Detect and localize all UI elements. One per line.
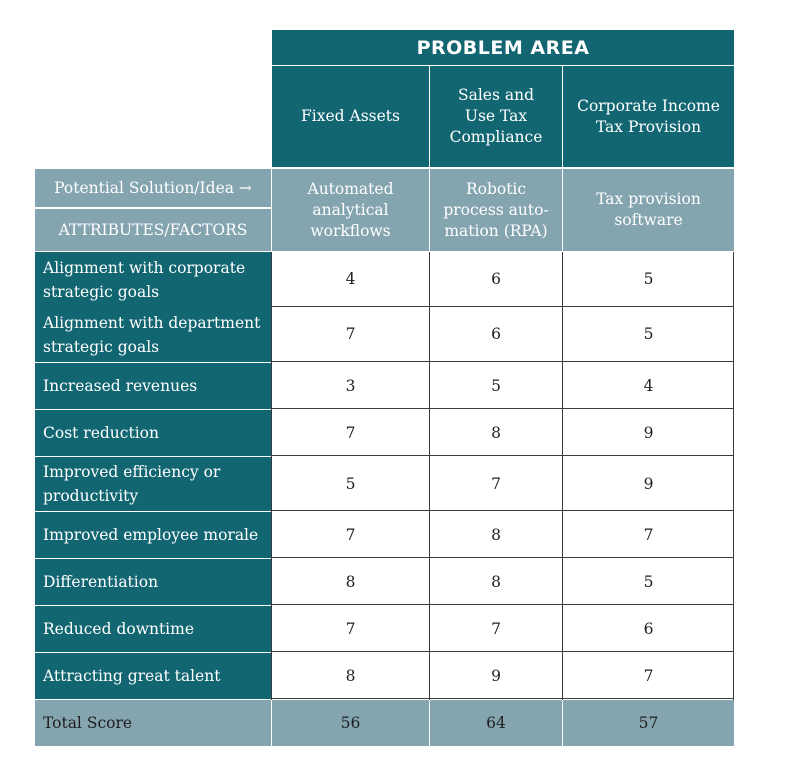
score-value: 8 <box>345 666 356 685</box>
score-cell <box>563 606 734 651</box>
score-value: 5 <box>491 376 501 395</box>
score-cell <box>563 363 734 408</box>
score-value: 6 <box>643 619 654 638</box>
attributes-factors-label: ATTRIBUTES/FACTORS <box>58 220 248 239</box>
problem-area-label: PROBLEM AREA <box>416 36 590 59</box>
attribute-label: Alignment with department strategic goals <box>43 313 261 356</box>
score-value: 8 <box>345 572 356 591</box>
attribute-cell <box>35 457 271 511</box>
score-cell <box>563 410 734 455</box>
problem-area-corporate-income-tax <box>563 66 734 167</box>
score-cell <box>563 307 734 361</box>
score-cell <box>430 653 562 698</box>
total-score-value-1: 56 <box>340 714 361 732</box>
attribute-label: Improved efficiency or productivity <box>43 463 221 505</box>
solution-rpa <box>430 169 562 251</box>
score-value: 9 <box>643 474 654 493</box>
problem-area-label-2: Sales and Use Tax Compliance <box>449 86 543 146</box>
attribute-label: Reduced downtime <box>43 620 195 638</box>
attribute-label: Increased revenues <box>43 377 198 395</box>
table-grid-line <box>733 252 734 700</box>
solution-label-1: Automated analytical workflows <box>307 179 394 240</box>
potential-solution-label: Potential Solution/Idea → <box>54 178 252 197</box>
problem-area-label-3: Corporate Income Tax Provision <box>577 96 720 136</box>
score-cell <box>563 252 734 306</box>
score-value: 7 <box>643 525 654 544</box>
score-cell <box>272 457 429 510</box>
total-score-value-3: 57 <box>638 714 659 732</box>
attribute-cell <box>35 307 271 362</box>
solution-tax-provision-software <box>563 169 734 251</box>
score-value: 7 <box>491 619 501 638</box>
score-value: 5 <box>643 270 654 288</box>
score-value: 8 <box>491 572 501 591</box>
score-cell <box>430 410 562 455</box>
score-cell <box>272 559 429 604</box>
table-grid-line <box>272 510 734 511</box>
score-value: 5 <box>643 325 654 343</box>
score-value: 5 <box>643 572 654 591</box>
attribute-cell <box>35 606 271 652</box>
score-cell <box>430 606 562 651</box>
attribute-cell <box>35 363 271 409</box>
table-grid-line <box>271 252 272 700</box>
score-value: 6 <box>491 270 501 288</box>
score-cell <box>272 363 429 408</box>
problem-area-label-1: Fixed Assets <box>301 107 400 125</box>
table-grid-line <box>272 557 734 558</box>
score-value: 8 <box>491 525 501 544</box>
score-cell <box>563 512 734 557</box>
score-cell <box>272 512 429 557</box>
score-cell <box>272 410 429 455</box>
attribute-label: Differentiation <box>43 573 159 591</box>
score-value: 4 <box>643 376 654 395</box>
score-value: 4 <box>345 270 356 288</box>
score-value: 8 <box>491 423 501 442</box>
table-grid-line <box>429 252 430 700</box>
score-cell <box>430 457 562 510</box>
attribute-label: Improved employee morale <box>43 526 259 544</box>
score-value: 7 <box>345 325 356 343</box>
total-score-tax-provision <box>563 700 734 746</box>
attribute-label: Attracting great talent <box>43 667 221 685</box>
score-value: 7 <box>345 423 356 442</box>
score-cell <box>272 606 429 651</box>
table-grid-line <box>272 455 734 456</box>
score-value: 7 <box>345 619 356 638</box>
table-grid-line <box>272 651 734 652</box>
score-value: 3 <box>345 376 356 395</box>
attribute-cell <box>35 252 271 307</box>
attribute-cell <box>35 410 271 456</box>
potential-solution-label-cell <box>35 169 271 207</box>
score-value: 7 <box>643 666 654 685</box>
total-score-automated-workflows <box>272 700 429 746</box>
attribute-cell <box>35 559 271 605</box>
solution-label-2: Robotic process auto-mation (RPA) <box>443 179 549 240</box>
attributes-factors-label-cell <box>35 209 271 251</box>
score-value: 7 <box>491 474 501 493</box>
score-cell <box>430 559 562 604</box>
score-cell <box>272 653 429 698</box>
score-cell <box>430 512 562 557</box>
table-grid-line <box>272 361 734 362</box>
score-cell <box>272 252 429 306</box>
attribute-label: Alignment with corporate strategic goals <box>43 258 246 301</box>
score-cell <box>430 307 562 361</box>
score-cell <box>563 559 734 604</box>
problem-area-fixed-assets <box>272 66 429 167</box>
score-value: 5 <box>345 474 356 493</box>
table-grid-line <box>272 306 734 307</box>
total-score-rpa <box>430 700 562 746</box>
score-cell <box>430 252 562 306</box>
attribute-cell <box>35 653 271 699</box>
table-grid-line <box>272 698 734 699</box>
solution-automated-workflows <box>272 169 429 251</box>
problem-area-header <box>272 30 734 65</box>
score-cell <box>563 653 734 698</box>
score-value: 9 <box>491 666 501 685</box>
score-value: 6 <box>491 325 501 343</box>
score-value: 9 <box>643 423 654 442</box>
total-score-label: Total Score <box>43 714 133 732</box>
score-cell <box>563 457 734 510</box>
solution-label-3: Tax provision software <box>596 190 701 229</box>
total-score-value-2: 64 <box>486 714 506 732</box>
table-grid-line <box>562 252 563 700</box>
problem-area-sales-use-tax <box>430 66 562 167</box>
total-score-label-cell <box>35 700 271 746</box>
score-cell <box>430 363 562 408</box>
score-value: 7 <box>345 525 356 544</box>
table-grid-line <box>272 408 734 409</box>
table-grid-line <box>272 604 734 605</box>
attribute-label: Cost reduction <box>43 424 159 442</box>
attribute-cell <box>35 512 271 558</box>
score-cell <box>272 307 429 361</box>
